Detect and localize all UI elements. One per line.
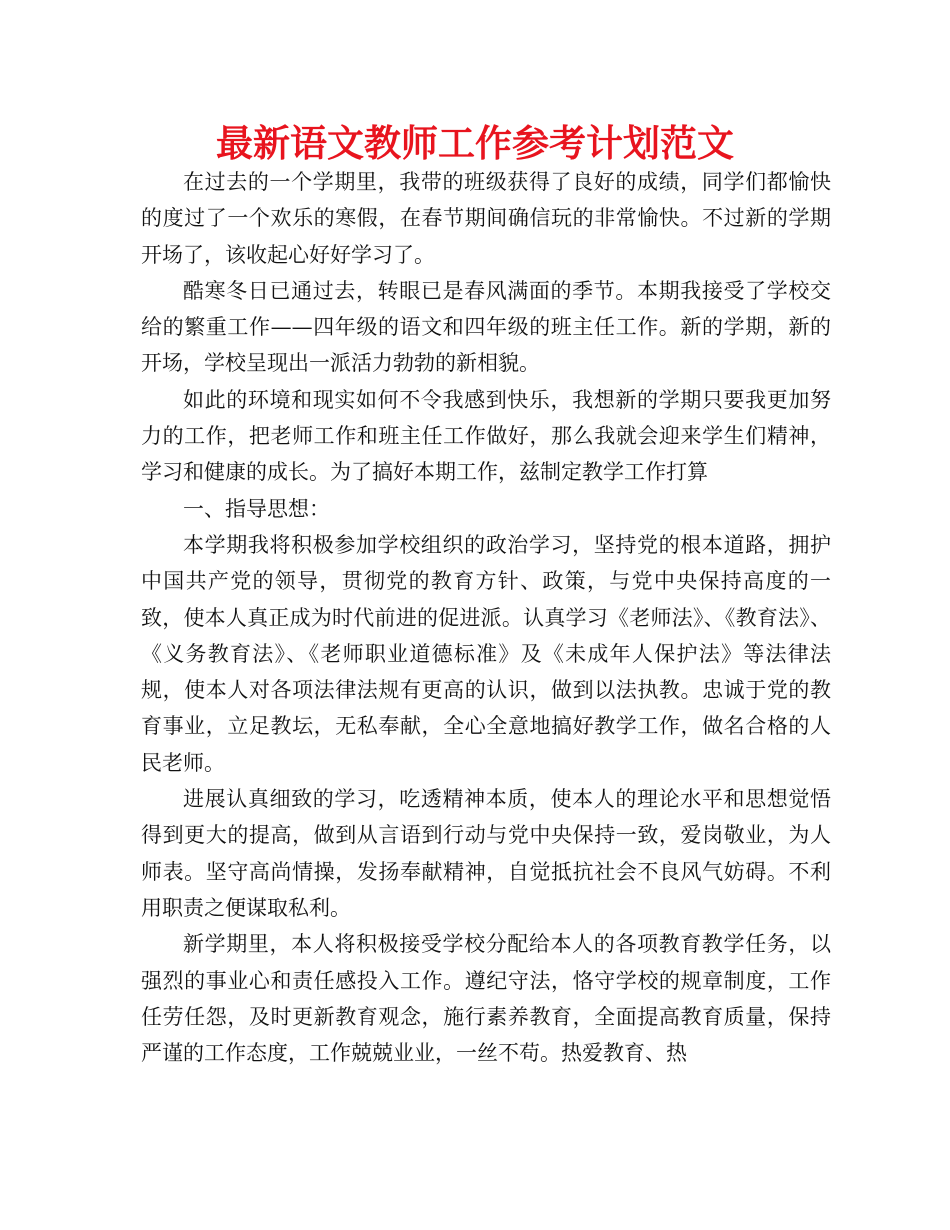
document-body <box>141 164 831 1071</box>
paragraph-new-semester: 新学期里，本人将积极接受学校分配给本人的各项教育教学任务，以强烈的事业心和责任感投入工作。遵纪守法，恪守学校的规章制度，工作任劳任怨，及时更新教育观念，施行素养教育，全面提高教育质量，保持严谨的工作态度，工作兢兢业业，一丝不苟。热爱教育、热 <box>141 932 831 1066</box>
section-heading-guiding-thought: 一、指导思想： <box>183 496 330 521</box>
paragraph-intro: 在过去的一个学期里，我带的班级获得了良好的成绩，同学们都愉快的度过了一个欢乐的寒假，在春节期间确信玩的非常愉快。不过新的学期开场了，该收起心好好学习了。 <box>141 170 831 267</box>
document-title: 最新语文教师工作参考计划范文 <box>216 122 734 165</box>
paragraph-political-study: 本学期我将积极参加学校组织的政治学习，坚持党的根本道路，拥护中国共产党的领导，贯彻党的教育方针、政策，与党中央保持高度的一致，使本人真正成为时代前进的促进派。认真学习《老师法》、《教育法》、《义务教育法》、《老师职业道德标准》及《未成年人保护法》等法律法规，使本人对各项法律法规有更高的认识，做到以法执教。忠诚于党的教育事业，立足教坛，无私奉献，全心全意地搞好教学工作，做名合格的人民老师。 <box>141 532 831 775</box>
paragraph-new-term: 酷寒冬日已通过去，转眼已是春风满面的季节。本期我接受了学校交给的繁重工作——四年级的语文和四年级的班主任工作。新的学期，新的开场，学校呈现出一派活力勃勃的新相貌。 <box>141 278 831 376</box>
paragraph-careful-study: 进展认真细致的学习，吃透精神本质，使本人的理论水平和思想觉悟得到更大的提高，做到从言语到行动与党中央保持一致，爱岗敬业，为人师表。坚守高尚情操，发扬奉献精神，自觉抵抗社会不良风气妨碍。不利用职责之便谋取私利。 <box>141 787 831 920</box>
paragraph-plan-intent: 如此的环境和现实如何不令我感到快乐，我想新的学期只要我更加努力的工作，把老师工作和班主任工作做好，那么我就会迎来学生们精神，学习和健康的成长。为了搞好本期工作，兹制定教学工作打算 <box>141 387 831 485</box>
